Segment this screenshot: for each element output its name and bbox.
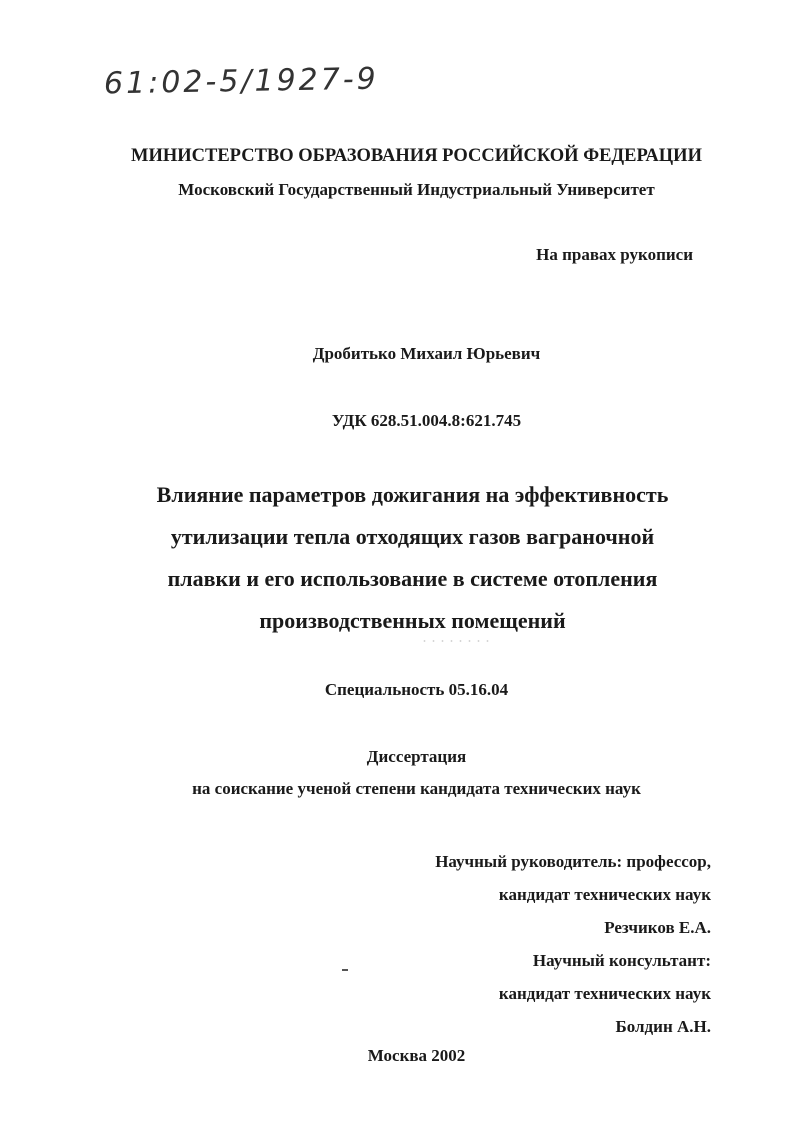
rights-note: На правах рукописи	[536, 245, 693, 264]
title-line: Влияние параметров дожигания на эффективность	[156, 482, 669, 507]
advisor-line: Болдин А.Н.	[615, 1017, 711, 1036]
advisor-line: Научный консультант:	[532, 951, 711, 970]
dissertation-title	[16, 474, 793, 642]
handwritten-catalog-code: 61:02-5/1927-9	[103, 61, 380, 102]
advisor-line: Научный руководитель: профессор,	[435, 852, 711, 871]
advisor-line: Резчиков Е.А.	[604, 918, 711, 937]
advisor-line: кандидат технических наук	[498, 984, 711, 1003]
specialty-line: Специальность 05.16.04	[324, 680, 509, 699]
university-name: Московский Государственный Индустриальный Университет	[178, 180, 655, 199]
dissertation-label: Диссертация	[366, 747, 467, 766]
udk-code: УДК 628.51.004.8:621.745	[331, 411, 522, 430]
advisors-block	[435, 845, 711, 1043]
title-line: производственных помещений	[259, 608, 566, 633]
advisor-line: кандидат технических наук	[498, 885, 711, 904]
degree-line: на соискание ученой степени кандидата технических наук	[192, 779, 641, 798]
scan-speckle	[420, 638, 490, 644]
scan-mark	[342, 969, 348, 971]
ministry-heading: МИНИСТЕРСТВО ОБРАЗОВАНИЯ РОССИЙСКОЙ ФЕДЕРАЦИИ	[131, 146, 702, 166]
author-name: Дробитько Михаил Юрьевич	[312, 344, 541, 363]
city-year: Москва 2002	[367, 1046, 466, 1065]
title-line: плавки и его использование в системе отопления	[167, 566, 658, 591]
title-line: утилизации тепла отходящих газов ваграночной	[170, 524, 655, 549]
